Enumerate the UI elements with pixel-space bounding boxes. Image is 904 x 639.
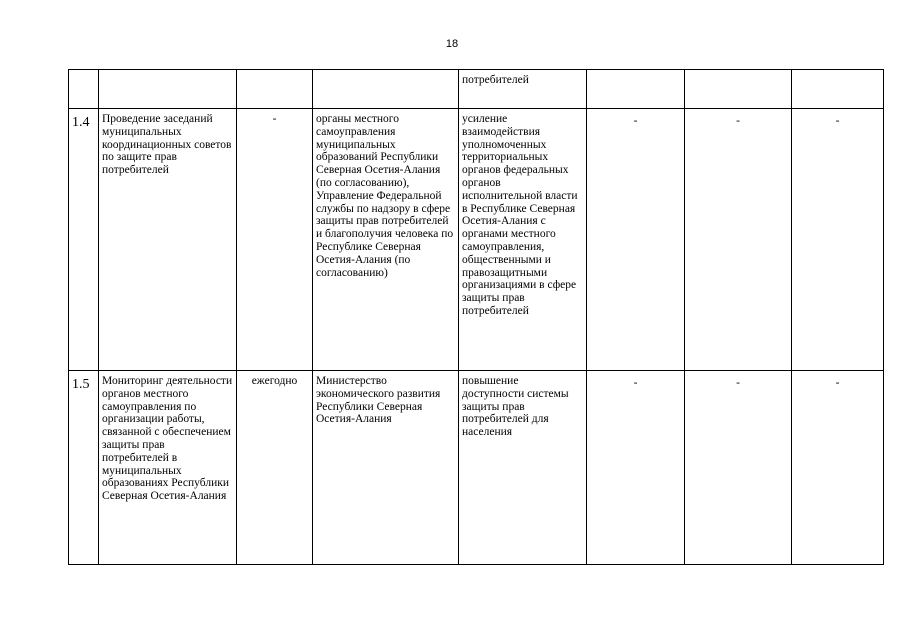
value-cell-2: - [685,109,792,371]
result-cell: потребителей [459,70,587,109]
executors-cell [313,70,459,109]
value-cell-1: - [587,109,685,371]
table-row [69,70,884,109]
value-cell-1: - [587,371,685,565]
row-number-cell: 1.5 [69,371,99,565]
table-row [69,109,884,371]
page-number: 18 [445,38,459,50]
result-cell: усиление взаимодействия уполномоченных территориальных органов федеральных органов исполнительной власти в Республике Северная Осетия-Алания с органами местного самоуправления, общественными и правозащитными организациями в сфере защиты прав потребителей [459,109,587,371]
table-row [69,371,884,565]
value-cell-2: - [685,371,792,565]
result-cell: повышение доступности системы защиты прав потребителей для населения [459,371,587,565]
measures-table [68,69,884,565]
value-cell-3 [792,70,884,109]
event-cell [99,70,237,109]
event-cell: Проведение заседаний муниципальных координационных советов по защите прав потребителей [99,109,237,371]
value-cell-3: - [792,109,884,371]
row-number-cell [69,70,99,109]
executors-cell: органы местного самоуправления муниципальных образований Республики Северная Осетия-Алания (по согласованию), Управление Федеральной службы по надзору в сфере защиты прав потребителей и благополучия человека по Республике Северная Осетия-Алания (по согласованию) [313,109,459,371]
value-cell-3: - [792,371,884,565]
row-number-cell: 1.4 [69,109,99,371]
term-cell: ежегодно [237,371,313,565]
term-cell [237,70,313,109]
term-cell: - [237,109,313,371]
value-cell-1 [587,70,685,109]
executors-cell: Министерство экономического развития Республики Северная Осетия-Алания [313,371,459,565]
event-cell: Мониторинг деятельности органов местного самоуправления по организации работы, связанной с обеспечением защиты прав потребителей в муниципальных образованиях Республики Северная Осетия-Алания [99,371,237,565]
value-cell-2 [685,70,792,109]
